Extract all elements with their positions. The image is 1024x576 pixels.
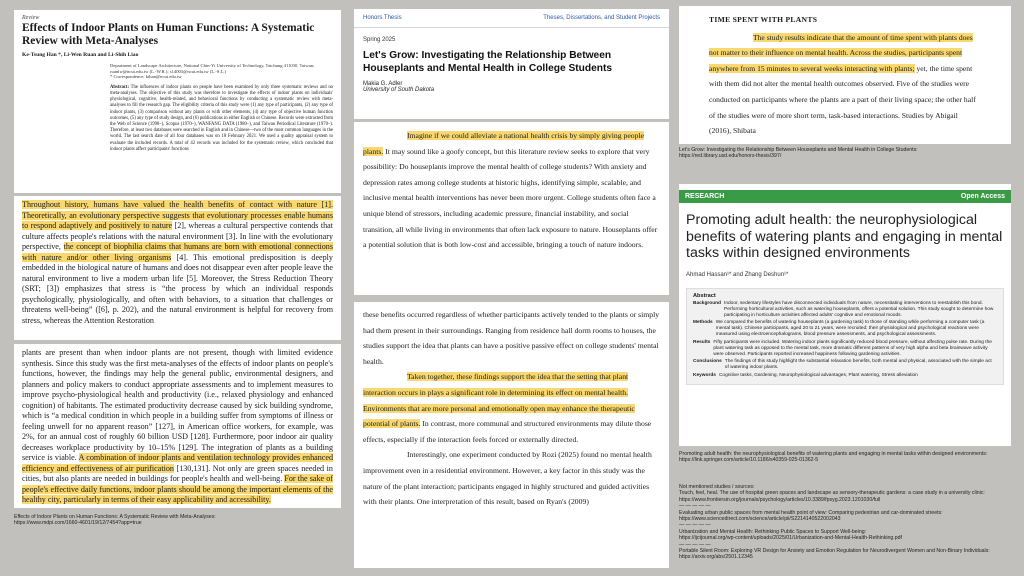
sources-heading: Not mentioned studies / sources: — [679, 484, 755, 490]
abstract-section — [693, 301, 997, 319]
caption-title: Effects of Indoor Plants on Human Functions: A Systematic Review with Meta-Analyses: — [14, 514, 216, 520]
review-excerpt-intro — [14, 196, 341, 340]
correspondence: * Correspondence: kthan@ncut.edu.tw — [110, 74, 182, 80]
caption-title: Let's Grow: Investigating the Relationship Between Houseplants and Mental Health in College Students: — [679, 147, 918, 153]
article-authors: Ahmad Hassan¹* and Zhang Deshun¹* — [686, 271, 789, 278]
thesis-excerpt-intro — [354, 122, 669, 295]
separator: — — — — — — [679, 522, 711, 529]
caption-url[interactable]: https://www.mdpi.com/1660-4601/19/12/7454?app=true — [14, 520, 142, 527]
research-label: RESEARCH — [685, 193, 725, 200]
collection-link[interactable]: Theses, Dissertations, and Student Projects — [543, 15, 660, 21]
section-label: Background — [693, 300, 721, 306]
abstract — [110, 85, 333, 153]
source-url[interactable]: https://www.sciencedirect.com/science/article/pii/S2214140522002043 — [679, 516, 841, 523]
abstract-text: The influences of indoor plants on people have been examined by only three systematic reviews and no meta-analyses. The objective of this study was therefore to investigate the effects of indoor plants on individuals' physiological, cognitive, health-related, and behavioral functions by conducting a systematic review with meta-analyses to fill the research gap. The eligibility criteria of this study were (1) any type of participants, (2) any type of indoor plants, (3) comparison without any plants or with other elements, (4) any type of objective human function outcomes, (5) any type of study design, and (6) publications in either English or Chinese. Records were extracted from the Web of Science (1990–), Scopus (1970–), WANFANG DATA (1980–), and Taiwan Periodical Literature (1970–). Therefore, at least two databases were searched in English and in Chinese—two of the most common languages in the world. The last search date of all four databases was on 18 February 2021. We used a quality appraisal system to evaluate the included records. A total of 42 records was included for the systematic review, which concluded that indoor plants affect participants' functions — [110, 84, 334, 152]
excerpt-paragraph — [363, 447, 660, 509]
source-title: Evaluating urban public spaces from mental health point of view: Comparing pedestrian and car-dominated streets: — [679, 509, 943, 516]
source-title: Portable Silent Room: Exploring VR Design for Anxiety and Emotion Regulation for Neurodivergent Women and Non-Binary Individuals: — [679, 548, 990, 555]
source-title: Urbanization and Mental Health: Rethinking Public Spaces to Support Well-being: — [679, 528, 867, 535]
caption-title: Promoting adult health: the neurophysiological benefits of watering plants and engaging in mental tasks within designed environments: — [679, 451, 988, 457]
springer-article-card — [679, 184, 1011, 446]
text: It may sound like a goofy concept, but this literature review seeks to explore that very possibility: Do houseplants improve the mental health of college students? With anxiety and depression rates among college students at historic highs, identifying simple, scalable, and inclusive mental health interventions has never been more urgent. College students often face a unique blend of stressors, including academic pressure, financial instability, and social transition, all while living in environments that often lack exposure to nature. Houseplants offer a potential solution that is both low-cost and accessible, bringing a touch of nature indoors. — [363, 146, 658, 250]
abstract-section — [693, 373, 997, 379]
excerpt-paragraph — [22, 200, 333, 326]
thesis-title: Let's Grow: Investigating the Relationship Between Houseplants and Mental Health in College Students — [363, 50, 613, 74]
research-bar — [679, 190, 1011, 203]
authors: Ke-Tsung Han *, Li-Wen Ruan and Li-Shih Liao — [22, 52, 139, 58]
other-sources-list — [679, 484, 1011, 561]
section-heading: TIME SPENT WITH PLANTS — [709, 15, 818, 24]
affiliation-text: Department of Landscape Architecture, National Chin-Yi University of Technology, Taichung 411030, Taiwan; ruanlw@ncut.edu.tw (L.-W.R.); s14003@ncut.edu.tw (L.-S.L.) — [110, 63, 315, 74]
thesis-university: University of South Dakota — [363, 87, 435, 93]
excerpt-paragraph — [363, 369, 660, 447]
source-url[interactable]: https://www.frontiersin.org/journals/psychology/articles/10.3389/fpsyg.2023.1201030/full — [679, 496, 881, 503]
section-text: Fifty participants were included. Watering indoor plants significantly reduced blood pressure, without affecting pulse rate. During the plant watering task as opposed to the mental task, more dramatic different patterns of very high alpha and beta brainwave activity were observed. Participants reported increased happiness following gardening activities. — [713, 339, 992, 357]
text: [2], whereas a cultural perspective contends that culture affects people's relations with the natural environment [3]. In line with the evolutionary perspective, — [22, 221, 333, 251]
abstract-section — [693, 340, 997, 358]
section-text: Cognitive tasks, Gardening, Neurophysiological advantages, Plant watering, Stress alleviation — [718, 372, 918, 378]
caption-url[interactable]: https://red.library.usd.edu/honors-thesis/397/ — [679, 153, 782, 160]
highlight: A combination of indoor plants and ventilation technology provides enhanced efficiency and effectiveness of air purification — [22, 453, 333, 473]
highlight: Theoretically, an evolutionary perspective suggests that evolutionary processes enable humans to respond adaptively and positively to nature — [22, 210, 333, 230]
source-url[interactable]: https://ijctjournal.org/wp-content/uploads/2025/01/Urbanization-and-Mental-Health-Rethinking.pdf — [679, 535, 902, 542]
excerpt-paragraph: these benefits occurred regardless of whether participants actively tended to the plants or simply had them present in their surroundings. Ranging from residence hall dorm rooms to houses, the studies support the idea that plants can have a positive passive effect on college students' mental health. — [363, 310, 660, 366]
text: [4]. This emotional predisposition is deeply embedded in the biological nature of humans and does not disappear even after people leave the natural environment to live a modern urban life [5]. Moreover, the Stress Reduction Theory (SRT; [3]) emphasizes that stress is “the process by which an individual responds psychologically, physiologically, and often with behaviors, to a situation that challenges or threatens well-being” ([6], p. 202), and the natural environment is helpful for recovery from stress, whereas the Attention Restoration — [22, 252, 333, 325]
text: yet, the time spent with them did not alter the mental health outcomes observed. Five of the studies were conducted on participants where the plants are a part of their living space; the other half of the studies were of more short term, task-based interactions. Studies by Abigail (2016), Shibata — [709, 63, 976, 136]
excerpt-paragraph — [22, 348, 333, 506]
section-label: Keywords — [693, 372, 716, 378]
text: In contrast, more communal and structured environments may dilute those effects, especially if the interaction feels forced or externally directed. — [363, 419, 652, 444]
abstract-title: Abstract — [693, 292, 716, 299]
abstract-section — [693, 320, 997, 338]
thesis-excerpt-time — [679, 6, 1011, 144]
thesis-author: Makia G. Adler — [363, 81, 403, 87]
thesis-top-bar — [354, 9, 669, 28]
excerpt-paragraph — [363, 128, 660, 253]
article-title: Promoting adult health: the neurophysiological benefits of watering plants and engaging in mental tasks within designed environments — [686, 212, 1003, 261]
separator: — — — — — — [679, 541, 711, 548]
source-caption-3 — [679, 451, 1011, 464]
separator: — — — — — — [679, 503, 711, 510]
caption-url[interactable]: https://link.springer.com/article/10.1186/s40359-025-01362-5 — [679, 457, 819, 464]
highlight: the concept of biophilia claims that humans are born with emotional connections with nature and/or other living organisms — [22, 242, 333, 262]
journal-label: Review — [22, 15, 40, 21]
review-header-card — [14, 10, 341, 193]
text: plants are present than when indoor plants are not present, though with limited evidence synthesis. Since this study was the first meta-analyses of the effects of indoor plants on people's functions, however, the findings may help the general public, environmental designers, and planners and policy makers to conduct appropriate assessments and to implement measures to improve psycho-physiological health and productivity (i.e., relaxed physiology and enhanced cognition) of habitants. The estimated productivity decrease caused by sick building syndrome, which is “a medical condition in which people in a building suffer from symptoms of illness or feeling unwell for no apparent reason” [127], in American office workers, for example, was 2%, for an annual cost of roughly 60 billion USD [128]. Furthermore, poor indoor air quality decreases workplace productivity by 10–15% [129]. The integration of plants as a building service is viable. — [22, 348, 333, 462]
affiliation — [110, 63, 333, 80]
abstract-section — [693, 359, 997, 371]
section-label: Conclusions — [693, 359, 722, 364]
highlight: Taken together, these findings support the idea that the setting that plant interaction occurs in plays a significant role in determining its effect on mental health. Environments that are more personal and emotionally open may enhance the therapeutic potential of plants. — [363, 372, 635, 429]
section-text: We compared the benefits of watering houseplants (a gardening task) to those of standing while performing a computer task (a mental task). Chinese participants, aged 20 to 21 years, were recruited; their physiological and psychological reactions were measured using electroencephalograms, blood pressure assessments, and psychological assessments. — [715, 320, 985, 337]
open-access-label: Open Access — [960, 193, 1005, 200]
section-label: Results — [693, 339, 711, 345]
thesis-date: Spring 2025 — [363, 37, 396, 43]
honors-thesis-link[interactable]: Honors Thesis — [363, 15, 402, 21]
text: [130,131]. Not only are green spaces needed in cities, but also plants are needed in buildings for people's health and well-being. — [22, 463, 333, 483]
highlight: Imagine if we could alleviate a national health crisis by simply giving people plants. — [363, 131, 644, 156]
section-label: Methods — [693, 320, 713, 325]
paper-title: Effects of Indoor Plants on Human Functions: A Systematic Review with Meta-Analyses — [22, 22, 315, 47]
source-title: Touch, feel, heal. The use of hospital green spaces and landscape as sensory-therapeutic gardens: a case study in a university clinic: — [679, 490, 985, 497]
highlight: Throughout history, humans have valued the health benefits of contact with nature [1]. — [22, 200, 333, 209]
review-excerpt-discussion — [14, 344, 341, 508]
source-caption-1 — [14, 514, 341, 527]
source-url[interactable]: https://arxiv.org/abs/2501.12345 — [679, 554, 753, 561]
text: Interestingly, one experiment conducted by Rozi (2025) found no mental health improvement even in a residential environment. However, a key factor in this study was the nature of the plant interaction; participants engaged in highly structured and guided activities with their plants. One interpretation of this result, based on Ryan's (2009) — [363, 450, 652, 507]
source-caption-2 — [679, 147, 1011, 160]
thesis-header-card — [354, 9, 669, 119]
abstract-label: Abstract: — [110, 84, 130, 90]
section-text: Indoor, sedentary lifestyles have disconnected individuals from nature, necessitating interventions to reestablish this bond. Performing horticultural activities, such as watering houseplants, offers a potential solution. This study sought to determine how participating in horticulture activities affected adults' cognitive and emotional moods. — [724, 300, 994, 318]
excerpt-paragraph — [709, 30, 981, 139]
abstract-box — [686, 288, 1004, 386]
highlight: For the sake of people's effective daily functions, indoor plants should be among the important elements of the healthy city, particularly in terms of their easy applicability and accessibility. — [22, 474, 333, 504]
section-text: The findings of this study highlight the substantial relaxation benefits, both mental and physical, associated with the simple act of watering indoor plants. — [724, 359, 992, 370]
highlight: The study results indicate that the amount of time spent with plants does not matter to their influence on mental health. Across the studies, participants spent anywhere from 15 minutes to several weeks interacting with plants; — [709, 32, 973, 73]
thesis-excerpt-setting — [354, 302, 669, 568]
